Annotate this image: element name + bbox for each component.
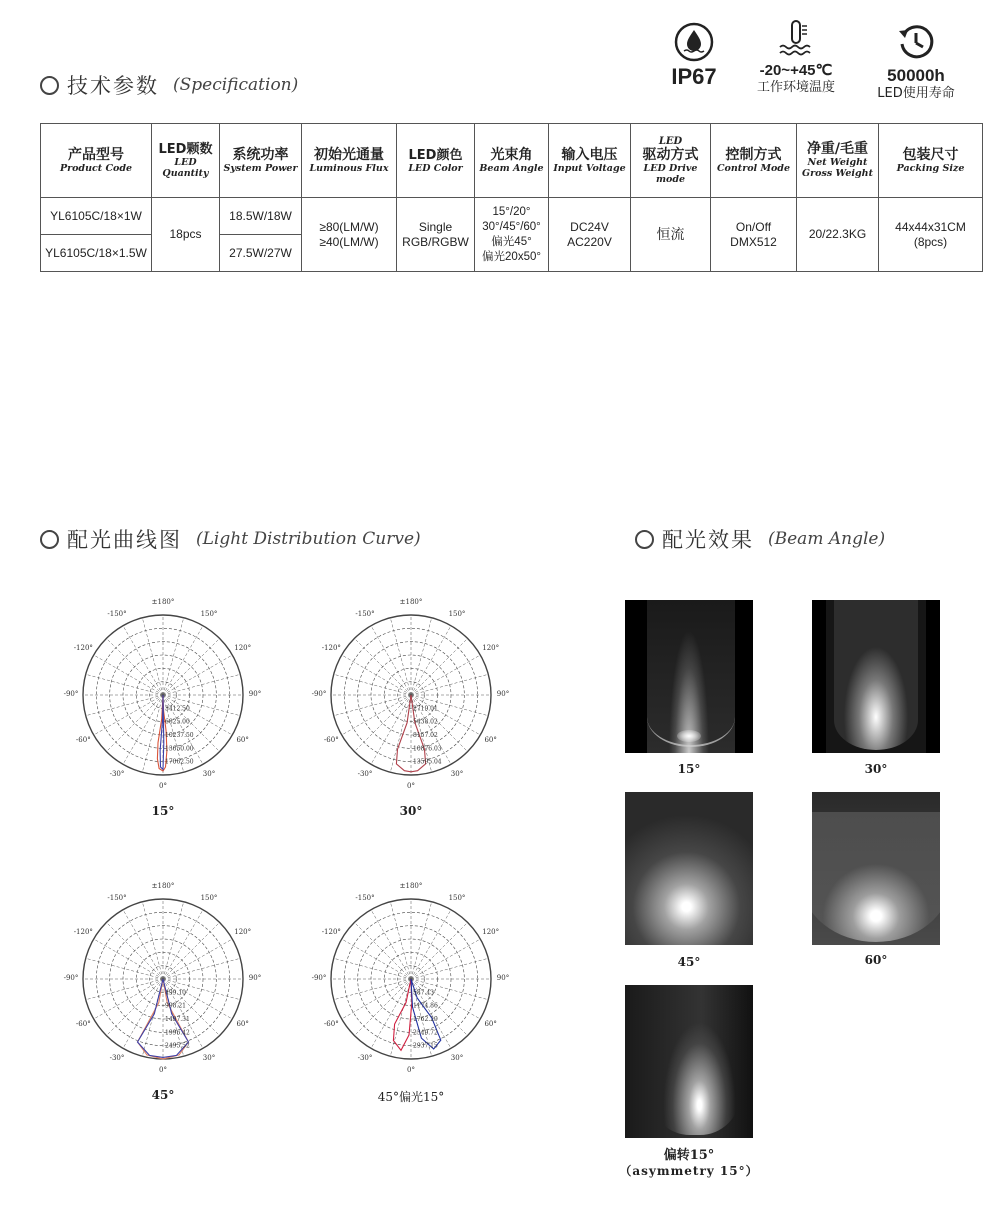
- polar-spoke: [86, 695, 163, 716]
- header-drive-mode: LED 驱动方式 LED Drive mode: [631, 124, 711, 198]
- polar-spoke: [94, 695, 163, 735]
- beam-line-3: 偏光45°: [491, 235, 532, 248]
- polar-grid: [78, 894, 248, 1064]
- polar-angle-label: 90°: [496, 690, 510, 698]
- beam-image-asymmetry: [625, 985, 753, 1138]
- polar-caption: 15°: [151, 804, 175, 818]
- polar-ring-label: 17062.50: [165, 758, 194, 766]
- header-led-quantity: LED颗数 LED Quantity: [152, 124, 220, 198]
- polar-angle-label: -30°: [357, 769, 373, 778]
- polar-spoke: [163, 695, 232, 735]
- polar-ring-label: 2719.01: [413, 705, 438, 713]
- polar-angle-label: -30°: [357, 1053, 373, 1062]
- polar-ring-label: 499.10: [165, 989, 186, 997]
- beam-image-45: [625, 792, 753, 945]
- polar-angle-label: ±180°: [151, 598, 175, 606]
- polar-angle-label: 90°: [496, 974, 510, 982]
- control-line-2: DMX512: [730, 234, 777, 249]
- packing-line-2: (8pcs): [913, 234, 948, 249]
- polar-angle-label: 0°: [407, 1066, 415, 1074]
- circle-bullet-icon: [635, 530, 654, 549]
- cell-control: [711, 198, 797, 272]
- polar-angle-label: 150°: [200, 610, 218, 619]
- flux-line-1: ≥80(LM/W): [319, 219, 379, 234]
- beam-image-15: [625, 600, 753, 753]
- flux-line-2: ≥40(LM/W): [319, 234, 379, 249]
- polar-spoke: [163, 655, 232, 695]
- cell-weight: 20/22.3KG: [797, 198, 879, 272]
- polar-plot-45: [78, 894, 248, 1064]
- polar-ring-label: 1762.29: [413, 1016, 438, 1023]
- polar-angle-label: -120°: [73, 928, 93, 936]
- table-header-row: [41, 124, 983, 198]
- polar-angle-label: -60°: [323, 1020, 339, 1028]
- polar-angle-label: 150°: [448, 894, 466, 903]
- polar-spoke: [354, 922, 411, 979]
- cell-product-code: YL6105C/18×1W: [41, 198, 152, 235]
- polar-grid: [326, 894, 496, 1064]
- polar-angle-label: 60°: [236, 1020, 249, 1028]
- header-led-color: LED颜色 LED Color: [397, 124, 475, 198]
- beam-caption: 45°: [677, 955, 701, 969]
- lifetime-badge: [866, 22, 966, 102]
- polar-spoke: [163, 922, 220, 979]
- spec-title-cn: 技术参数: [67, 74, 159, 98]
- polar-angle-label: -60°: [75, 736, 91, 744]
- polar-ring-label: 2349.72: [413, 1029, 438, 1037]
- spec-title-en: (Specification): [173, 75, 299, 95]
- polar-ring-label: 3412.50: [165, 705, 190, 713]
- voltage-line-2: AC220V: [567, 234, 612, 249]
- polar-angle-label: 30°: [202, 769, 216, 778]
- polar-ring-label: 587.43: [413, 989, 434, 997]
- polar-angle-label: 150°: [200, 894, 218, 903]
- polar-spoke: [163, 638, 220, 695]
- beam-line-2: 30°/45°/60°: [482, 220, 541, 233]
- cell-beam-angle: [475, 198, 549, 272]
- polar-spoke: [86, 674, 163, 695]
- polar-spoke: [106, 695, 163, 752]
- temperature-label: 工作环境温度: [756, 80, 835, 95]
- polar-angle-label: 120°: [234, 928, 252, 936]
- polar-caption: 30°: [399, 804, 423, 818]
- polar-angle-label: 0°: [159, 782, 167, 790]
- polar-spoke: [411, 655, 480, 695]
- lifetime-hours: 50000h: [887, 66, 945, 85]
- polar-grid: [326, 610, 496, 780]
- polar-angle-label: 30°: [202, 1053, 216, 1062]
- thermometer-icon: [776, 18, 816, 58]
- polar-spoke: [411, 922, 468, 979]
- beam-line-1: 15°/20°: [492, 205, 531, 218]
- polar-angle-label: ±180°: [399, 598, 423, 606]
- polar-spoke: [334, 979, 411, 1000]
- polar-angle-label: ±180°: [399, 882, 423, 890]
- polar-spoke: [411, 618, 432, 695]
- ip67-badge: [660, 22, 728, 88]
- polar-angle-label: 30°: [450, 1053, 464, 1062]
- cell-drive: 恒流: [631, 198, 711, 272]
- polar-angle-label: 120°: [482, 644, 500, 652]
- polar-spoke: [163, 939, 232, 979]
- polar-angle-label: -90°: [311, 690, 327, 698]
- header-control-mode: 控制方式 Control Mode: [711, 124, 797, 198]
- beam-caption: 30°: [864, 762, 888, 776]
- polar-angle-label: 90°: [248, 690, 262, 698]
- polar-spoke: [411, 902, 432, 979]
- polar-spoke: [411, 939, 480, 979]
- polar-angle-label: -120°: [321, 928, 341, 936]
- header-weight: 净重/毛重 Net Weight Gross Weight: [797, 124, 879, 198]
- polar-spoke: [342, 695, 411, 735]
- clock-icon: [896, 22, 936, 62]
- polar-angle-label: 60°: [484, 736, 497, 744]
- polar-spoke: [94, 939, 163, 979]
- table-row: [41, 198, 983, 235]
- cell-flux: [302, 198, 397, 272]
- polar-spoke: [354, 979, 411, 1036]
- polar-angle-label: -150°: [355, 610, 375, 619]
- polar-grid: [78, 610, 248, 780]
- voltage-line-1: DC24V: [570, 219, 609, 234]
- polar-angle-label: ±180°: [151, 882, 175, 890]
- polar-spoke: [342, 939, 411, 979]
- polar-caption: 45°偏光15°: [377, 1090, 445, 1104]
- polar-spoke: [86, 958, 163, 979]
- polar-spoke: [411, 626, 451, 695]
- polar-angle-label: 0°: [407, 782, 415, 790]
- polar-angle-label: -90°: [63, 690, 79, 698]
- curve-title-cn: 配光曲线图: [67, 528, 182, 552]
- beam-caption-en: （asymmetry 15°）: [619, 1164, 759, 1178]
- polar-spoke: [342, 655, 411, 695]
- circle-bullet-icon: [40, 76, 59, 95]
- curve-title-en: (Light Distribution Curve): [196, 529, 421, 549]
- polar-spoke: [371, 979, 411, 1048]
- polar-spoke: [94, 655, 163, 695]
- polar-angle-label: -60°: [75, 1020, 91, 1028]
- polar-spoke: [106, 922, 163, 979]
- polar-angle-label: 120°: [482, 928, 500, 936]
- color-line-1: Single: [418, 219, 453, 234]
- beam-image-30: [812, 600, 940, 753]
- control-line-1: On/Off: [735, 219, 772, 234]
- lifetime-label: LED使用寿命: [877, 86, 955, 101]
- beam-caption: 偏转15°: [663, 1148, 715, 1163]
- polar-angle-label: -150°: [107, 894, 127, 903]
- polar-ring-label: 10876.03: [413, 745, 442, 753]
- polar-spoke: [106, 979, 163, 1036]
- polar-angle-label: 0°: [159, 1066, 167, 1074]
- polar-ring-label: 6825.00: [165, 718, 190, 726]
- header-product-code: 产品型号 Product Code: [41, 124, 152, 198]
- polar-angle-label: -60°: [323, 736, 339, 744]
- cell-quantity: 18pcs: [152, 198, 220, 272]
- waterproof-icon: [674, 22, 714, 62]
- header-system-power: 系统功率 System Power: [220, 124, 302, 198]
- polar-ring-label: 8157.02: [413, 732, 438, 739]
- cell-voltage: [549, 198, 631, 272]
- temperature-range: -20~+45℃: [759, 62, 833, 79]
- polar-ring-label: 13595.04: [413, 758, 442, 766]
- polar-ring-label: 1497.31: [165, 1016, 190, 1023]
- beam-line-4: 偏光20x50°: [482, 250, 541, 263]
- beam-caption: 60°: [864, 953, 888, 967]
- header-input-voltage: 输入电压 Input Voltage: [549, 124, 631, 198]
- header-beam-angle: 光束角 Beam Angle: [475, 124, 549, 198]
- color-line-2: RGB/RGBW: [402, 234, 469, 249]
- polar-angle-label: 120°: [234, 644, 252, 652]
- cell-color: [397, 198, 475, 272]
- polar-caption: 45°: [151, 1088, 175, 1102]
- polar-spoke: [411, 638, 468, 695]
- polar-ring-label: 1996.42: [165, 1029, 190, 1037]
- polar-spoke: [163, 626, 203, 695]
- polar-plot-30: [326, 610, 496, 780]
- polar-series-curve: [393, 979, 411, 1050]
- polar-ring-label: 10237.50: [165, 732, 194, 739]
- polar-angle-label: -30°: [109, 769, 125, 778]
- polar-angle-label: 90°: [248, 974, 262, 982]
- polar-spoke: [354, 695, 411, 752]
- beam-title-cn: 配光效果: [662, 528, 754, 552]
- polar-angle-label: -150°: [107, 610, 127, 619]
- polar-spoke: [86, 979, 163, 1000]
- polar-angle-label: -90°: [311, 974, 327, 982]
- polar-plot-15: [78, 610, 248, 780]
- polar-spoke: [334, 695, 411, 716]
- polar-angle-label: -120°: [73, 644, 93, 652]
- polar-angle-label: 30°: [450, 769, 464, 778]
- polar-spoke: [106, 638, 163, 695]
- beam-title-en: (Beam Angle): [768, 529, 886, 549]
- beam-section-title: [635, 524, 885, 554]
- polar-spoke: [123, 979, 163, 1048]
- beam-caption: 15°: [677, 762, 701, 776]
- header-luminous-flux: 初始光通量 Luminous Flux: [302, 124, 397, 198]
- polar-plot-45-asym: [326, 894, 496, 1064]
- polar-spoke: [123, 695, 163, 764]
- polar-angle-label: -150°: [355, 894, 375, 903]
- polar-angle-label: 60°: [484, 1020, 497, 1028]
- header-packing-size: 包装尺寸 Packing Size: [879, 124, 983, 198]
- polar-ring-label: 5438.02: [413, 718, 438, 726]
- polar-spoke: [163, 618, 184, 695]
- polar-angle-label: 60°: [236, 736, 249, 744]
- polar-spoke: [354, 638, 411, 695]
- ip67-text: IP67: [671, 64, 717, 89]
- spec-section-title: [40, 70, 298, 100]
- beam-image-60: [812, 792, 940, 945]
- temperature-badge: [748, 18, 844, 96]
- polar-ring-label: 998.21: [165, 1002, 186, 1010]
- polar-ring-label: 2937.15: [413, 1042, 438, 1050]
- polar-spoke: [163, 902, 184, 979]
- polar-angle-label: -90°: [63, 974, 79, 982]
- polar-spoke: [411, 695, 480, 735]
- polar-angle-label: -30°: [109, 1053, 125, 1062]
- polar-ring-label: 2495.52: [165, 1042, 190, 1050]
- polar-angle-label: -120°: [321, 644, 341, 652]
- cell-power: 18.5W/18W: [220, 198, 302, 235]
- polar-ring-label: 1174.86: [413, 1002, 438, 1010]
- polar-spoke: [411, 979, 480, 1019]
- polar-spoke: [163, 910, 203, 979]
- cell-power: 27.5W/27W: [220, 235, 302, 272]
- polar-ring-label: 13650.00: [165, 745, 194, 753]
- packing-line-1: 44x44x31CM: [895, 219, 966, 234]
- circle-bullet-icon: [40, 530, 59, 549]
- polar-spoke: [411, 910, 451, 979]
- cell-product-code: YL6105C/18×1.5W: [41, 235, 152, 272]
- cell-packing: [879, 198, 983, 272]
- curve-section-title: [40, 524, 421, 554]
- polar-angle-label: 150°: [448, 610, 466, 619]
- spec-table: [40, 123, 983, 272]
